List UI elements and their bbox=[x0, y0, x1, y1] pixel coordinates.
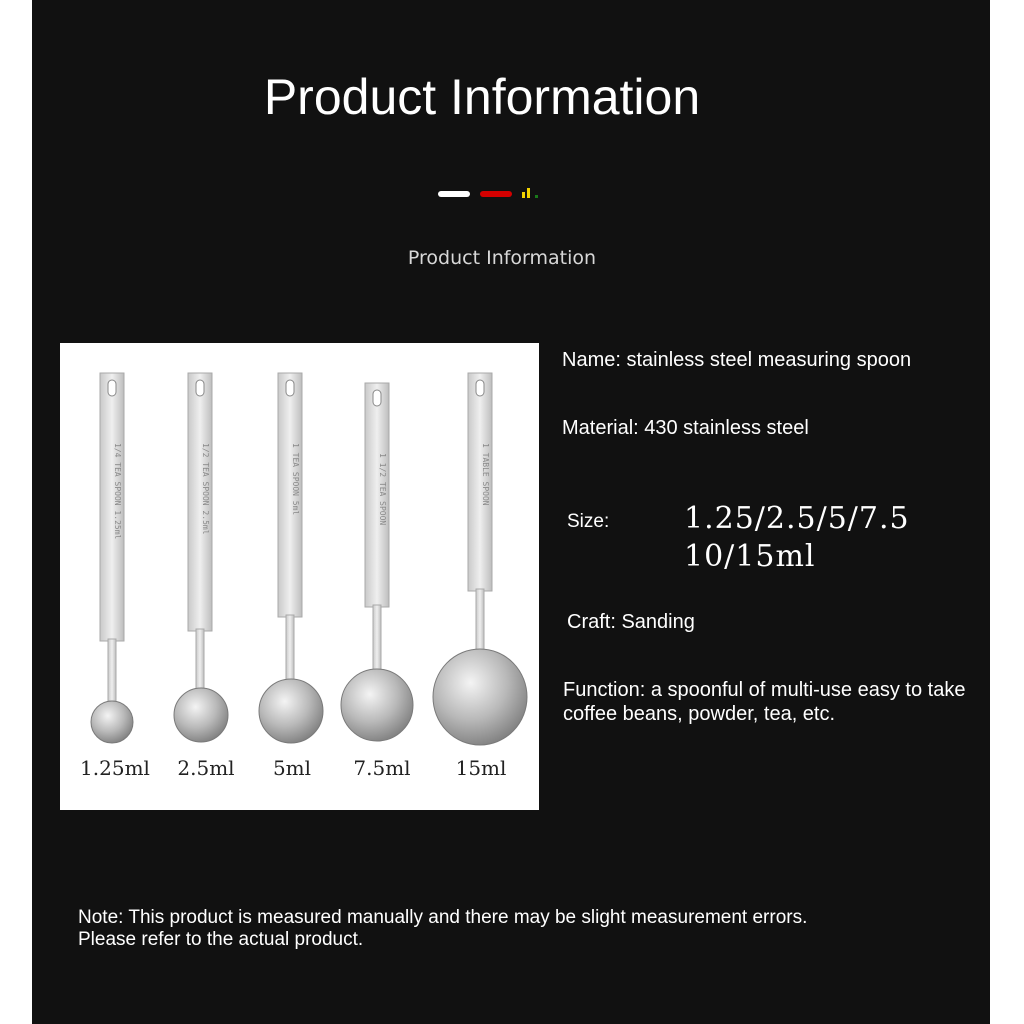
note-line-2: Please refer to the actual product. bbox=[78, 929, 364, 950]
spoon-engraving: 1 1/2 TEA SPOON bbox=[378, 453, 387, 526]
product-info-panel bbox=[32, 0, 990, 1024]
spoon-engraving: 1 TEA SPOON 5ml bbox=[291, 443, 300, 516]
spoon-engraving: 1/2 TEA SPOON 2.5ml bbox=[201, 443, 210, 535]
note-line-1: Note: This product is measured manually and there may be slight measurement errors. bbox=[78, 907, 808, 928]
spec-size-label: Size: bbox=[567, 511, 610, 532]
spoon-7-5ml bbox=[341, 383, 413, 780]
spec-size-value bbox=[684, 500, 984, 576]
spec-size-line-1: 1.25/2.5/5/7.5 bbox=[684, 501, 910, 536]
spec-craft: Craft: Sanding bbox=[567, 611, 695, 633]
spoon-label: 15ml bbox=[455, 756, 507, 780]
spoon-15ml bbox=[433, 373, 527, 780]
spoons-illustration bbox=[60, 343, 539, 810]
divider-dot-green bbox=[535, 195, 538, 198]
spec-material: Material: 430 stainless steel bbox=[562, 417, 809, 439]
product-photo bbox=[60, 343, 539, 810]
color-divider bbox=[436, 186, 576, 202]
measurement-note bbox=[78, 907, 958, 951]
divider-bar-red bbox=[480, 191, 512, 197]
spoon-engraving: 1 TABLE SPOON bbox=[481, 443, 490, 506]
spoon-label: 2.5ml bbox=[177, 756, 235, 780]
spoon-engraving: 1/4 TEA SPOON 1.25ml bbox=[113, 443, 122, 540]
spoon-1-25ml bbox=[80, 373, 150, 780]
spec-name: Name: stainless steel measuring spoon bbox=[562, 349, 912, 371]
spec-size-line-2: 10/15ml bbox=[684, 539, 816, 574]
spec-function: Function: a spoonful of multi-use easy to take coffee beans, powder, tea, etc. bbox=[563, 679, 966, 725]
section-subtitle: Product Information bbox=[407, 247, 597, 269]
page-title: Product Information bbox=[263, 69, 701, 125]
spoon-label: 1.25ml bbox=[80, 756, 150, 780]
divider-tick-yellow bbox=[527, 188, 530, 198]
divider-tick-yellow bbox=[522, 192, 525, 198]
divider-bar-white bbox=[438, 191, 470, 197]
spoon-label: 7.5ml bbox=[353, 756, 411, 780]
spoon-2-5ml bbox=[174, 373, 235, 780]
spoon-label: 5ml bbox=[272, 756, 312, 780]
spoon-5ml bbox=[259, 373, 323, 780]
